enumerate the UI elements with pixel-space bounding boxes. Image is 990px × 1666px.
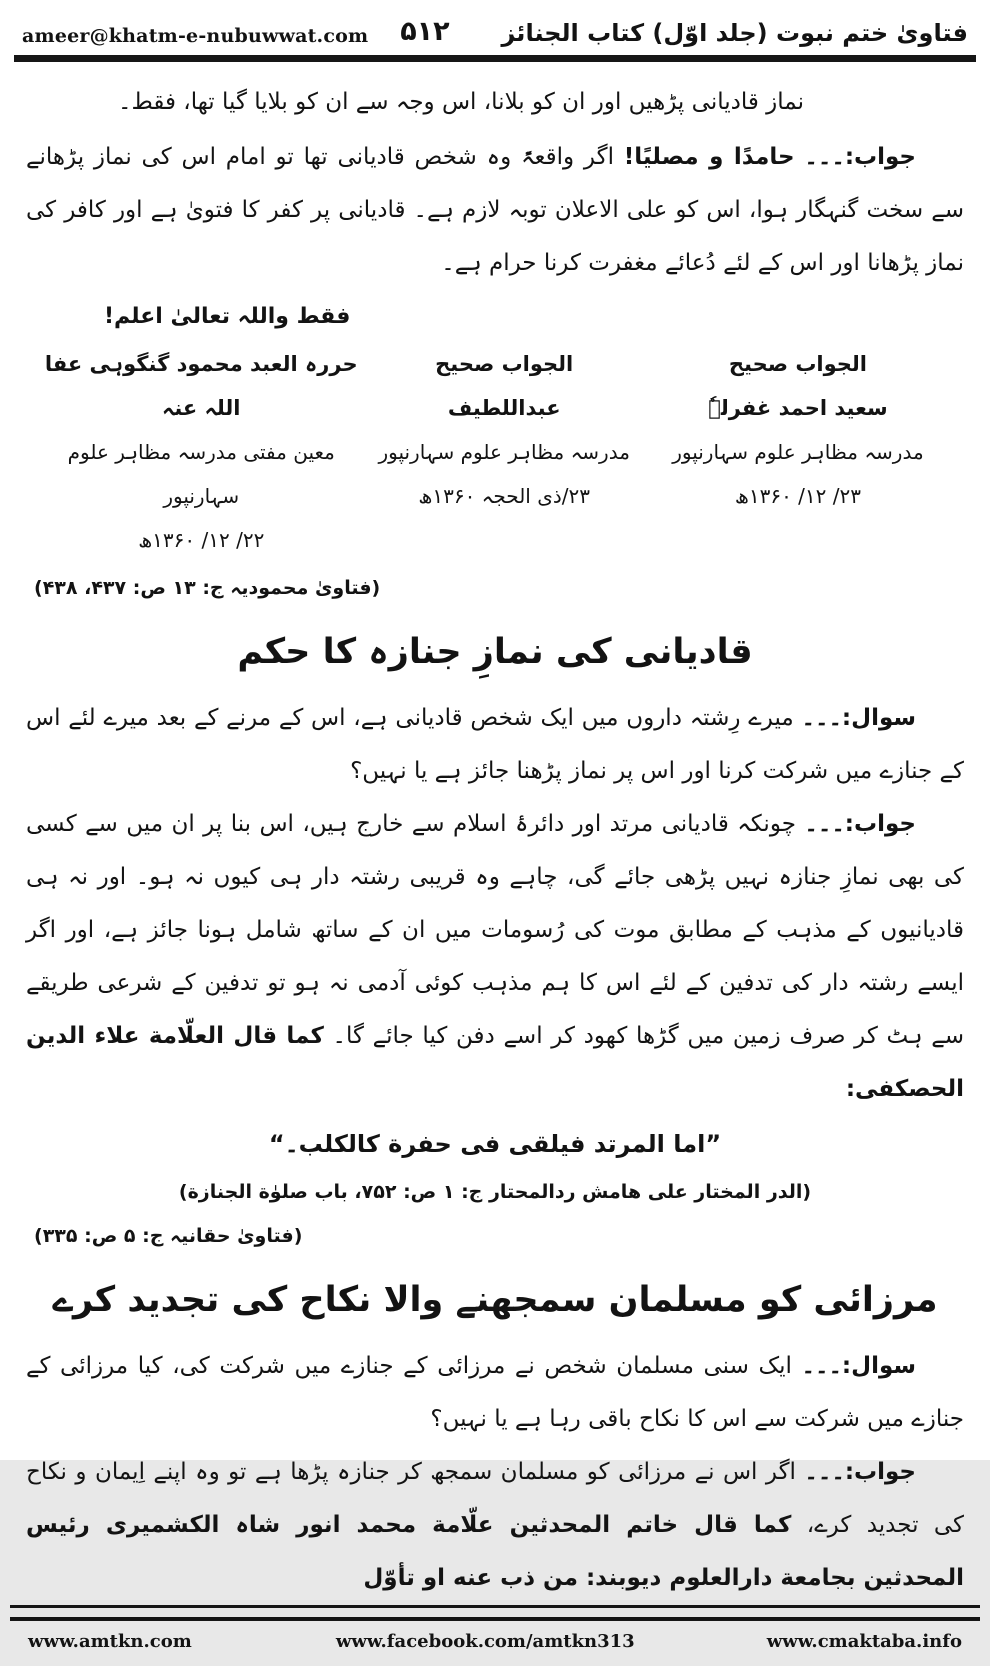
answer-text: اگر اس نے مرزائی کو مسلمان سمجھ کر جنازہ پڑھا ہے تو وہ اپنے اِیمان و نکاح کی تجدید کرے، <box>26 1459 965 1538</box>
attestation-label: الجواب صحیح <box>435 352 574 376</box>
page-number: ۵۱۲ <box>400 16 450 47</box>
signature-date: ۲۳/ ۱۲/ ۱۳۶۰ھ <box>734 484 861 508</box>
signature-column-middle <box>367 342 642 518</box>
scribe-name: حررہ العبد محمود گنگوہی عفا اللہ عنہ <box>44 352 358 420</box>
answer-label: جواب:۔۔۔ <box>804 1459 917 1485</box>
signature-column-left <box>36 342 366 562</box>
scribe-designation: معین مفتی مدرسہ مظاہر علوم سہارنپور <box>67 440 335 508</box>
footer-link-facebook: www.facebook.com/amtkn313 <box>335 1631 635 1652</box>
signature-date: ۲۲/ ۱۲/ ۱۳۶۰ھ <box>138 528 265 552</box>
fatwa2-heading: قادیانی کی نمازِ جنازہ کا حکم <box>237 632 753 672</box>
footer-link-amtkn: www.amtkn.com <box>28 1631 192 1652</box>
question-text: میرے رِشتہ داروں میں ایک شخص قادیانی ہے، اس کے مرنے کے بعد میرے لئے اس کے جنازے میں شرکت کرنا اور اس پر نماز پڑھنا جائز ہے یا نہیں؟ <box>26 705 964 784</box>
page-body <box>0 62 990 1605</box>
fatwa1-answer <box>26 131 964 290</box>
footer-divider <box>10 1605 980 1621</box>
fatwa2-answer <box>26 798 964 1116</box>
fatwa1-closing: فقط واللہ تعالیٰ اعلم! <box>104 304 351 329</box>
signatory-name: عبداللطیف <box>447 396 561 420</box>
fatwa2-citation: (فتاویٰ حقانیہ ج: ۵ ص: ۳۳۵) <box>34 1225 303 1247</box>
answer-text: اگر واقعۃً وہ شخص قادیانی تھا تو امام اس کی نماز پڑھانے سے سخت گنہگار ہوا، اس کو علی الاعلان توبہ لازم ہے۔ قادیانی پر کفر کا فتویٰ ہے اور کافر کی نماز پڑھانا اور اس کے لئے دُعائے مغفرت کرنا حرام ہے۔ <box>26 144 964 276</box>
signatory-name: سعید احمد غفرلہٗ <box>708 396 888 420</box>
institution: مدرسہ مظاہر علوم سہارنپور <box>378 440 630 464</box>
header-email: ameer@khatm-e-nubuwwat.com <box>22 25 369 47</box>
fatwa3-heading: مرزائی کو مسلمان سمجھنے والا نکاح کی تجدید کرے <box>52 1280 938 1320</box>
signature-block <box>36 342 954 562</box>
page-header <box>0 0 990 53</box>
question-text: ایک سنی مسلمان شخص نے مرزائی کے جنازے میں شرکت کی، کیا مرزائی کے جنازے میں شرکت سے اس کا نکاح باقی رہا ہے یا نہیں؟ <box>26 1353 964 1432</box>
attestation-label: الجواب صحیح <box>728 352 868 376</box>
footer-link-cmaktaba: www.cmaktaba.info <box>766 1631 962 1652</box>
signature-date: ۲۳/ذی الحجہ ۱۳۶۰ھ <box>418 484 590 508</box>
fatwa1-citation: (فتاویٰ محمودیہ ج: ۱۳ ص: ۴۳۷، ۴۳۸) <box>34 577 381 599</box>
answer-opening: حامدًا و مصلیًا! <box>623 144 795 170</box>
answer-text: چونکہ قادیانی مرتد اور دائرۂ اسلام سے خارج ہیں، اس بنا پر ان میں سے کسی کی بھی نمازِ جنازہ نہیں پڑھی جائے گی، چاہے وہ قریبی رشتہ دار ہی کیوں نہ ہو۔ اور نہ ہی قادیانیوں کے مذہب کے مطابق موت کی رُسومات میں ان کے ساتھ شامل ہونا جائز ہے، اور اگر ایسے رشتہ دار کی تدفین کے لئے اس کا ہم مذہب کوئی آدمی نہ ہو تو تدفین کے شرعی طریقے سے ہٹ کر صرف زمین میں گڑھا کھود کر اسے دفن کیا جائے گا۔ <box>26 811 964 1049</box>
footer-links <box>0 1621 990 1666</box>
question-label: سوال:۔۔۔ <box>801 705 917 731</box>
institution: مدرسہ مظاہر علوم سہارنپور <box>672 440 924 464</box>
fatwa3-question <box>26 1340 964 1446</box>
answer-scholar-ref: کما قال خاتم المحدثین علّامة محمد انور شاہ الکشمیری رئیس المحدثین بجامعة دارالعلوم دیوبند: من ذب عنه او تأوّل <box>26 1512 964 1591</box>
signature-column-right <box>642 342 954 518</box>
answer-scholar-ref: کما قال العلّامة علاء الدین الحصکفی: <box>26 1023 964 1102</box>
header-divider <box>14 55 976 62</box>
quote-citation: (الدر المختار علی هامش ردالمحتار ج: ۱ ص: ۷۵۲، باب صلوٰة الجنازة) <box>178 1181 812 1203</box>
question-label: سوال:۔۔۔ <box>801 1353 917 1379</box>
arabic-quote: ”اما المرتد فیلقی فی حفرة کالکلب۔“ <box>268 1130 722 1158</box>
fatwa2-question <box>26 692 964 798</box>
continuation-line: نماز قادیانی پڑھیں اور ان کو بلانا، اس وجہ سے ان کو بلایا گیا تھا، فقط۔ <box>118 89 804 115</box>
fatwa3-answer <box>26 1446 964 1605</box>
page-footer <box>0 1605 990 1666</box>
book-title: فتاویٰ ختم نبوت (جلد اوّل) کتاب الجنائز <box>501 19 968 47</box>
answer-label: جواب:۔۔۔ <box>804 144 917 170</box>
answer-label: جواب:۔۔۔ <box>804 811 916 837</box>
